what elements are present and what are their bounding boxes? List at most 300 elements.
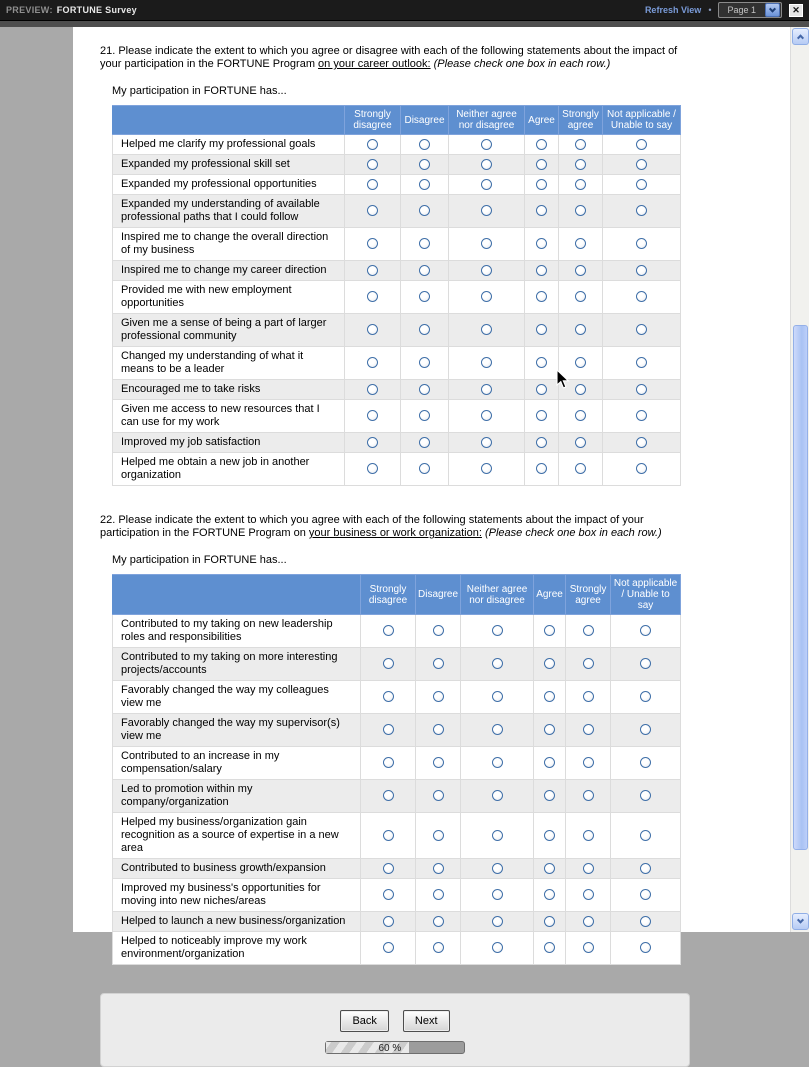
radio-q21-r1-c2[interactable]	[419, 139, 430, 150]
radio-q21-r13-c2[interactable]	[419, 463, 430, 474]
option-cell[interactable]	[461, 648, 534, 681]
option-cell[interactable]	[449, 347, 525, 380]
option-cell[interactable]	[416, 879, 461, 912]
radio-q22-r3-c2[interactable]	[433, 691, 444, 702]
radio-q22-r1-c5[interactable]	[583, 625, 594, 636]
option-cell[interactable]	[461, 912, 534, 932]
option-cell[interactable]	[603, 380, 681, 400]
option-cell[interactable]	[401, 261, 449, 281]
option-cell[interactable]	[416, 681, 461, 714]
option-cell[interactable]	[401, 155, 449, 175]
radio-q21-r13-c3[interactable]	[481, 463, 492, 474]
radio-q22-r8-c5[interactable]	[583, 863, 594, 874]
radio-q21-r5-c2[interactable]	[419, 238, 430, 249]
option-cell[interactable]	[611, 879, 681, 912]
option-cell[interactable]	[559, 261, 603, 281]
close-button[interactable]: ✕	[789, 4, 803, 17]
scroll-up-button[interactable]	[792, 28, 809, 45]
radio-q21-r8-c5[interactable]	[575, 324, 586, 335]
option-cell[interactable]	[525, 228, 559, 261]
option-cell[interactable]	[361, 859, 416, 879]
option-cell[interactable]	[566, 932, 611, 965]
radio-q22-r5-c2[interactable]	[433, 757, 444, 768]
radio-q22-r9-c5[interactable]	[583, 889, 594, 900]
radio-q22-r7-c5[interactable]	[583, 830, 594, 841]
option-cell[interactable]	[566, 747, 611, 780]
radio-q21-r3-c6[interactable]	[636, 179, 647, 190]
option-cell[interactable]	[461, 879, 534, 912]
option-cell[interactable]	[361, 912, 416, 932]
radio-q21-r2-c2[interactable]	[419, 159, 430, 170]
radio-q21-r1-c5[interactable]	[575, 139, 586, 150]
option-cell[interactable]	[566, 912, 611, 932]
radio-q22-r8-c6[interactable]	[640, 863, 651, 874]
option-cell[interactable]	[559, 195, 603, 228]
option-cell[interactable]	[449, 433, 525, 453]
radio-q22-r2-c1[interactable]	[383, 658, 394, 669]
option-cell[interactable]	[603, 453, 681, 486]
option-cell[interactable]	[449, 195, 525, 228]
scrollbar-thumb[interactable]	[793, 325, 808, 850]
option-cell[interactable]	[401, 281, 449, 314]
radio-q21-r9-c3[interactable]	[481, 357, 492, 368]
radio-q22-r2-c6[interactable]	[640, 658, 651, 669]
radio-q22-r2-c3[interactable]	[492, 658, 503, 669]
option-cell[interactable]	[449, 380, 525, 400]
radio-q21-r13-c6[interactable]	[636, 463, 647, 474]
radio-q21-r10-c4[interactable]	[536, 384, 547, 395]
option-cell[interactable]	[611, 912, 681, 932]
radio-q21-r6-c1[interactable]	[367, 265, 378, 276]
radio-q22-r11-c3[interactable]	[492, 942, 503, 953]
radio-q22-r8-c4[interactable]	[544, 863, 555, 874]
radio-q21-r7-c2[interactable]	[419, 291, 430, 302]
option-cell[interactable]	[534, 813, 566, 859]
option-cell[interactable]	[525, 347, 559, 380]
option-cell[interactable]	[416, 648, 461, 681]
radio-q21-r4-c3[interactable]	[481, 205, 492, 216]
radio-q22-r9-c3[interactable]	[492, 889, 503, 900]
option-cell[interactable]	[566, 813, 611, 859]
option-cell[interactable]	[416, 859, 461, 879]
radio-q21-r5-c4[interactable]	[536, 238, 547, 249]
option-cell[interactable]	[361, 780, 416, 813]
option-cell[interactable]	[401, 453, 449, 486]
radio-q22-r9-c6[interactable]	[640, 889, 651, 900]
option-cell[interactable]	[534, 859, 566, 879]
option-cell[interactable]	[534, 681, 566, 714]
radio-q21-r7-c3[interactable]	[481, 291, 492, 302]
radio-q21-r6-c5[interactable]	[575, 265, 586, 276]
radio-q21-r4-c1[interactable]	[367, 205, 378, 216]
option-cell[interactable]	[345, 433, 401, 453]
option-cell[interactable]	[566, 681, 611, 714]
radio-q21-r11-c2[interactable]	[419, 410, 430, 421]
radio-q21-r7-c4[interactable]	[536, 291, 547, 302]
option-cell[interactable]	[534, 714, 566, 747]
radio-q21-r3-c1[interactable]	[367, 179, 378, 190]
scroll-down-button[interactable]	[792, 913, 809, 930]
radio-q22-r11-c6[interactable]	[640, 942, 651, 953]
option-cell[interactable]	[603, 347, 681, 380]
radio-q22-r10-c3[interactable]	[492, 916, 503, 927]
radio-q22-r3-c4[interactable]	[544, 691, 555, 702]
radio-q21-r2-c5[interactable]	[575, 159, 586, 170]
option-cell[interactable]	[534, 932, 566, 965]
option-cell[interactable]	[559, 175, 603, 195]
radio-q21-r12-c6[interactable]	[636, 437, 647, 448]
option-cell[interactable]	[461, 615, 534, 648]
option-cell[interactable]	[525, 281, 559, 314]
radio-q21-r11-c3[interactable]	[481, 410, 492, 421]
option-cell[interactable]	[461, 813, 534, 859]
radio-q21-r3-c3[interactable]	[481, 179, 492, 190]
radio-q21-r5-c5[interactable]	[575, 238, 586, 249]
radio-q21-r6-c3[interactable]	[481, 265, 492, 276]
back-button[interactable]: Back	[340, 1010, 388, 1032]
option-cell[interactable]	[603, 433, 681, 453]
option-cell[interactable]	[401, 380, 449, 400]
radio-q22-r1-c2[interactable]	[433, 625, 444, 636]
option-cell[interactable]	[345, 155, 401, 175]
option-cell[interactable]	[416, 747, 461, 780]
option-cell[interactable]	[449, 228, 525, 261]
radio-q22-r8-c2[interactable]	[433, 863, 444, 874]
option-cell[interactable]	[345, 380, 401, 400]
option-cell[interactable]	[603, 228, 681, 261]
radio-q22-r6-c4[interactable]	[544, 790, 555, 801]
radio-q21-r3-c5[interactable]	[575, 179, 586, 190]
radio-q22-r11-c4[interactable]	[544, 942, 555, 953]
radio-q22-r4-c3[interactable]	[492, 724, 503, 735]
option-cell[interactable]	[525, 135, 559, 155]
option-cell[interactable]	[559, 347, 603, 380]
radio-q22-r6-c2[interactable]	[433, 790, 444, 801]
page-select[interactable]	[718, 2, 782, 18]
preview-label: PREVIEW:	[6, 5, 53, 15]
option-cell[interactable]	[525, 400, 559, 433]
radio-q22-r6-c5[interactable]	[583, 790, 594, 801]
radio-q21-r11-c5[interactable]	[575, 410, 586, 421]
radio-q21-r11-c4[interactable]	[536, 410, 547, 421]
radio-q22-r8-c3[interactable]	[492, 863, 503, 874]
option-cell[interactable]	[611, 747, 681, 780]
radio-q22-r2-c4[interactable]	[544, 658, 555, 669]
option-cell[interactable]	[566, 615, 611, 648]
option-cell[interactable]	[416, 932, 461, 965]
option-cell[interactable]	[611, 780, 681, 813]
radio-q21-r6-c6[interactable]	[636, 265, 647, 276]
radio-q21-r5-c6[interactable]	[636, 238, 647, 249]
radio-q22-r2-c5[interactable]	[583, 658, 594, 669]
radio-q22-r5-c4[interactable]	[544, 757, 555, 768]
option-cell[interactable]	[361, 932, 416, 965]
radio-q22-r7-c1[interactable]	[383, 830, 394, 841]
radio-q22-r5-c5[interactable]	[583, 757, 594, 768]
radio-q22-r5-c6[interactable]	[640, 757, 651, 768]
option-cell[interactable]	[559, 281, 603, 314]
radio-q21-r11-c1[interactable]	[367, 410, 378, 421]
radio-q22-r9-c2[interactable]	[433, 889, 444, 900]
option-cell[interactable]	[361, 747, 416, 780]
option-cell[interactable]	[611, 681, 681, 714]
option-cell[interactable]	[401, 175, 449, 195]
radio-q22-r1-c4[interactable]	[544, 625, 555, 636]
option-cell[interactable]	[603, 261, 681, 281]
radio-q22-r11-c1[interactable]	[383, 942, 394, 953]
option-cell[interactable]	[525, 314, 559, 347]
option-cell[interactable]	[559, 314, 603, 347]
option-cell[interactable]	[603, 135, 681, 155]
option-cell[interactable]	[525, 453, 559, 486]
radio-q22-r4-c1[interactable]	[383, 724, 394, 735]
option-cell[interactable]	[525, 175, 559, 195]
radio-q22-r7-c3[interactable]	[492, 830, 503, 841]
radio-q21-r7-c1[interactable]	[367, 291, 378, 302]
radio-q22-r7-c6[interactable]	[640, 830, 651, 841]
radio-q22-r3-c3[interactable]	[492, 691, 503, 702]
next-button[interactable]: Next	[403, 1010, 450, 1032]
radio-q22-r3-c1[interactable]	[383, 691, 394, 702]
radio-q21-r9-c2[interactable]	[419, 357, 430, 368]
radio-q21-r9-c4[interactable]	[536, 357, 547, 368]
option-cell[interactable]	[534, 648, 566, 681]
radio-q21-r13-c1[interactable]	[367, 463, 378, 474]
page-select-arrow-box[interactable]	[765, 3, 780, 17]
option-cell[interactable]	[461, 780, 534, 813]
option-cell[interactable]	[449, 261, 525, 281]
radio-q21-r8-c1[interactable]	[367, 324, 378, 335]
radio-q21-r5-c1[interactable]	[367, 238, 378, 249]
option-cell[interactable]	[525, 380, 559, 400]
radio-q21-r4-c6[interactable]	[636, 205, 647, 216]
option-cell[interactable]	[559, 433, 603, 453]
radio-q22-r10-c2[interactable]	[433, 916, 444, 927]
radio-q22-r11-c5[interactable]	[583, 942, 594, 953]
option-cell[interactable]	[461, 681, 534, 714]
radio-q21-r11-c6[interactable]	[636, 410, 647, 421]
option-cell[interactable]	[361, 813, 416, 859]
radio-q21-r2-c4[interactable]	[536, 159, 547, 170]
radio-q21-r9-c1[interactable]	[367, 357, 378, 368]
radio-q22-r4-c4[interactable]	[544, 724, 555, 735]
option-cell[interactable]	[559, 380, 603, 400]
option-cell[interactable]	[525, 195, 559, 228]
option-cell[interactable]	[534, 747, 566, 780]
option-cell[interactable]	[401, 314, 449, 347]
option-cell[interactable]	[449, 314, 525, 347]
radio-q21-r4-c2[interactable]	[419, 205, 430, 216]
radio-q21-r10-c5[interactable]	[575, 384, 586, 395]
radio-q22-r3-c5[interactable]	[583, 691, 594, 702]
option-cell[interactable]	[611, 648, 681, 681]
radio-q21-r4-c5[interactable]	[575, 205, 586, 216]
radio-q21-r12-c1[interactable]	[367, 437, 378, 448]
radio-q21-r12-c2[interactable]	[419, 437, 430, 448]
option-cell[interactable]	[416, 615, 461, 648]
radio-q22-r4-c2[interactable]	[433, 724, 444, 735]
option-cell[interactable]	[449, 453, 525, 486]
option-cell[interactable]	[401, 400, 449, 433]
radio-q22-r11-c2[interactable]	[433, 942, 444, 953]
statement-cell: Inspired me to change my career direction	[113, 261, 345, 281]
radio-q22-r10-c6[interactable]	[640, 916, 651, 927]
radio-q21-r7-c6[interactable]	[636, 291, 647, 302]
option-cell[interactable]	[449, 400, 525, 433]
option-cell[interactable]	[345, 195, 401, 228]
radio-q21-r8-c3[interactable]	[481, 324, 492, 335]
option-cell[interactable]	[559, 155, 603, 175]
radio-q21-r2-c1[interactable]	[367, 159, 378, 170]
radio-q22-r1-c3[interactable]	[492, 625, 503, 636]
radio-q22-r7-c4[interactable]	[544, 830, 555, 841]
option-cell[interactable]	[361, 615, 416, 648]
option-cell[interactable]	[611, 714, 681, 747]
option-cell[interactable]	[401, 195, 449, 228]
option-cell[interactable]	[449, 175, 525, 195]
radio-q21-r2-c6[interactable]	[636, 159, 647, 170]
radio-q21-r3-c4[interactable]	[536, 179, 547, 190]
radio-q21-r6-c2[interactable]	[419, 265, 430, 276]
radio-q22-r2-c2[interactable]	[433, 658, 444, 669]
radio-q21-r10-c6[interactable]	[636, 384, 647, 395]
option-cell[interactable]	[461, 714, 534, 747]
radio-q21-r1-c6[interactable]	[636, 139, 647, 150]
radio-q21-r2-c3[interactable]	[481, 159, 492, 170]
option-cell[interactable]	[603, 281, 681, 314]
option-cell[interactable]	[416, 912, 461, 932]
radio-q22-r7-c2[interactable]	[433, 830, 444, 841]
radio-q21-r10-c1[interactable]	[367, 384, 378, 395]
radio-q21-r10-c3[interactable]	[481, 384, 492, 395]
option-cell[interactable]	[559, 400, 603, 433]
option-cell[interactable]	[416, 780, 461, 813]
option-cell[interactable]	[345, 175, 401, 195]
option-cell[interactable]	[345, 400, 401, 433]
option-cell[interactable]	[559, 135, 603, 155]
radio-q22-r10-c4[interactable]	[544, 916, 555, 927]
option-cell[interactable]	[603, 400, 681, 433]
option-cell[interactable]	[361, 879, 416, 912]
radio-q22-r5-c3[interactable]	[492, 757, 503, 768]
option-cell[interactable]	[566, 879, 611, 912]
option-cell[interactable]	[449, 135, 525, 155]
radio-q22-r1-c6[interactable]	[640, 625, 651, 636]
option-cell[interactable]	[525, 155, 559, 175]
option-cell[interactable]	[603, 155, 681, 175]
option-cell[interactable]	[401, 135, 449, 155]
radio-q21-r13-c4[interactable]	[536, 463, 547, 474]
option-cell[interactable]	[559, 228, 603, 261]
option-cell[interactable]	[534, 879, 566, 912]
radio-q22-r10-c1[interactable]	[383, 916, 394, 927]
option-cell[interactable]	[525, 261, 559, 281]
radio-q21-r13-c5[interactable]	[575, 463, 586, 474]
vertical-scrollbar[interactable]	[790, 27, 809, 932]
option-cell[interactable]	[401, 347, 449, 380]
radio-q22-r9-c4[interactable]	[544, 889, 555, 900]
radio-q22-r4-c5[interactable]	[583, 724, 594, 735]
radio-q22-r6-c6[interactable]	[640, 790, 651, 801]
option-cell[interactable]	[345, 261, 401, 281]
radio-q22-r1-c1[interactable]	[383, 625, 394, 636]
option-cell[interactable]	[534, 615, 566, 648]
radio-q21-r8-c6[interactable]	[636, 324, 647, 335]
radio-q22-r6-c3[interactable]	[492, 790, 503, 801]
radio-q21-r10-c2[interactable]	[419, 384, 430, 395]
option-cell[interactable]	[461, 859, 534, 879]
radio-q21-r7-c5[interactable]	[575, 291, 586, 302]
radio-q21-r1-c4[interactable]	[536, 139, 547, 150]
option-cell[interactable]	[603, 195, 681, 228]
option-cell[interactable]	[611, 859, 681, 879]
radio-q21-r12-c5[interactable]	[575, 437, 586, 448]
option-cell[interactable]	[559, 453, 603, 486]
option-cell[interactable]	[566, 859, 611, 879]
radio-q22-r9-c1[interactable]	[383, 889, 394, 900]
radio-q21-r5-c3[interactable]	[481, 238, 492, 249]
radio-q21-r12-c4[interactable]	[536, 437, 547, 448]
radio-q22-r3-c6[interactable]	[640, 691, 651, 702]
option-cell[interactable]	[603, 314, 681, 347]
option-cell[interactable]	[525, 433, 559, 453]
option-cell[interactable]	[449, 281, 525, 314]
option-cell[interactable]	[611, 615, 681, 648]
option-cell[interactable]	[416, 813, 461, 859]
option-cell[interactable]	[345, 281, 401, 314]
refresh-view-link[interactable]: Refresh View	[644, 5, 702, 15]
radio-q21-r6-c4[interactable]	[536, 265, 547, 276]
option-cell[interactable]	[401, 433, 449, 453]
radio-q22-r8-c1[interactable]	[383, 863, 394, 874]
option-cell[interactable]	[534, 780, 566, 813]
radio-q21-r8-c4[interactable]	[536, 324, 547, 335]
option-cell[interactable]	[345, 314, 401, 347]
option-cell[interactable]	[345, 228, 401, 261]
option-cell[interactable]	[361, 648, 416, 681]
option-cell[interactable]	[416, 714, 461, 747]
radio-q21-r4-c4[interactable]	[536, 205, 547, 216]
radio-q21-r3-c2[interactable]	[419, 179, 430, 190]
radio-q21-r12-c3[interactable]	[481, 437, 492, 448]
option-cell[interactable]	[566, 714, 611, 747]
option-cell[interactable]	[611, 932, 681, 965]
option-cell[interactable]	[461, 932, 534, 965]
option-cell[interactable]	[345, 453, 401, 486]
option-cell[interactable]	[449, 155, 525, 175]
radio-q21-r9-c6[interactable]	[636, 357, 647, 368]
radio-q21-r8-c2[interactable]	[419, 324, 430, 335]
option-cell[interactable]	[566, 780, 611, 813]
radio-q22-r5-c1[interactable]	[383, 757, 394, 768]
option-cell[interactable]	[534, 912, 566, 932]
option-cell[interactable]	[345, 135, 401, 155]
radio-q21-r1-c3[interactable]	[481, 139, 492, 150]
option-cell[interactable]	[345, 347, 401, 380]
option-cell[interactable]	[401, 228, 449, 261]
option-cell[interactable]	[611, 813, 681, 859]
radio-q22-r10-c5[interactable]	[583, 916, 594, 927]
radio-q22-r6-c1[interactable]	[383, 790, 394, 801]
option-cell[interactable]	[361, 714, 416, 747]
option-cell[interactable]	[461, 747, 534, 780]
radio-q22-r4-c6[interactable]	[640, 724, 651, 735]
radio-q21-r9-c5[interactable]	[575, 357, 586, 368]
option-cell[interactable]	[361, 681, 416, 714]
option-cell[interactable]	[566, 648, 611, 681]
radio-q21-r1-c1[interactable]	[367, 139, 378, 150]
option-cell[interactable]	[603, 175, 681, 195]
